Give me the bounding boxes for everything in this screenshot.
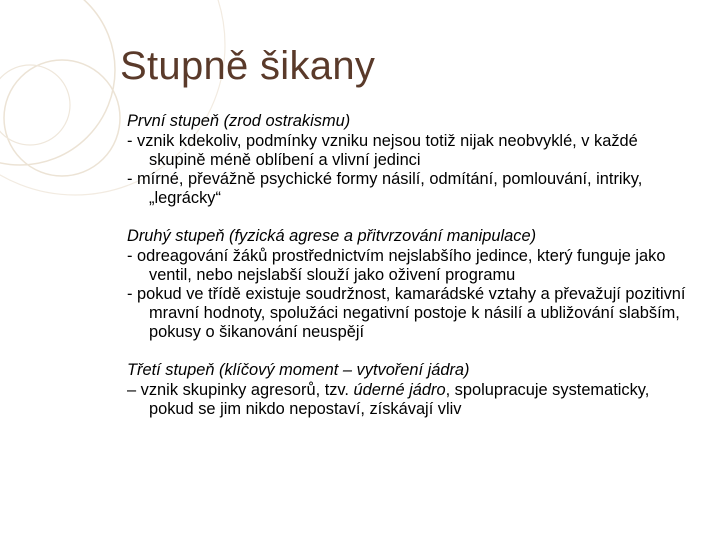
section-heading: Třetí stupeň (klíčový moment – vytvoření jádra) [127, 361, 470, 379]
list-item [127, 381, 697, 419]
deco-circle-medium [4, 60, 120, 176]
slide-content [127, 112, 697, 438]
section-heading: Druhý stupeň (fyzická agrese a přitvrzování manipulace) [127, 227, 537, 245]
section-second-stage [127, 227, 697, 342]
deco-circle-large [0, 0, 115, 165]
list-item: - odreagování žáků prostřednictvím nejslabšího jedince, který funguje jako ventil, nebo nejslabší slouží jako oživení programu [127, 247, 666, 284]
item-text-emphasis: úderné jádro [353, 381, 446, 399]
section-third-stage [127, 361, 697, 419]
item-text-before: – vznik skupinky agresorů, tzv. [127, 381, 354, 399]
deco-circle-small [0, 65, 70, 145]
item-text-after: , spolupracuje systematicky, pokud se jim nikdo nepostaví, získávají vliv [149, 381, 650, 418]
list-item: - vznik kdekoliv, podmínky vzniku nejsou totiž nijak neobvyklé, v každé skupině méně oblíbení a vlivní jedinci [127, 132, 638, 169]
slide-title: Stupně šikany [120, 44, 376, 88]
list-item: - mírné, převážně psychické formy násilí, odmítání, pomlouvání, intriky, „legrácky“ [127, 170, 643, 207]
section-heading: První stupeň (zrod ostrakismu) [127, 112, 351, 130]
list-item: - pokud ve třídě existuje soudržnost, kamarádské vztahy a převažují pozitivní mravní hodnoty, spolužáci negativní postoje k násilí a ubližování slabším, pokusy o šikanování neuspějí [127, 285, 686, 341]
section-first-stage [127, 112, 697, 208]
